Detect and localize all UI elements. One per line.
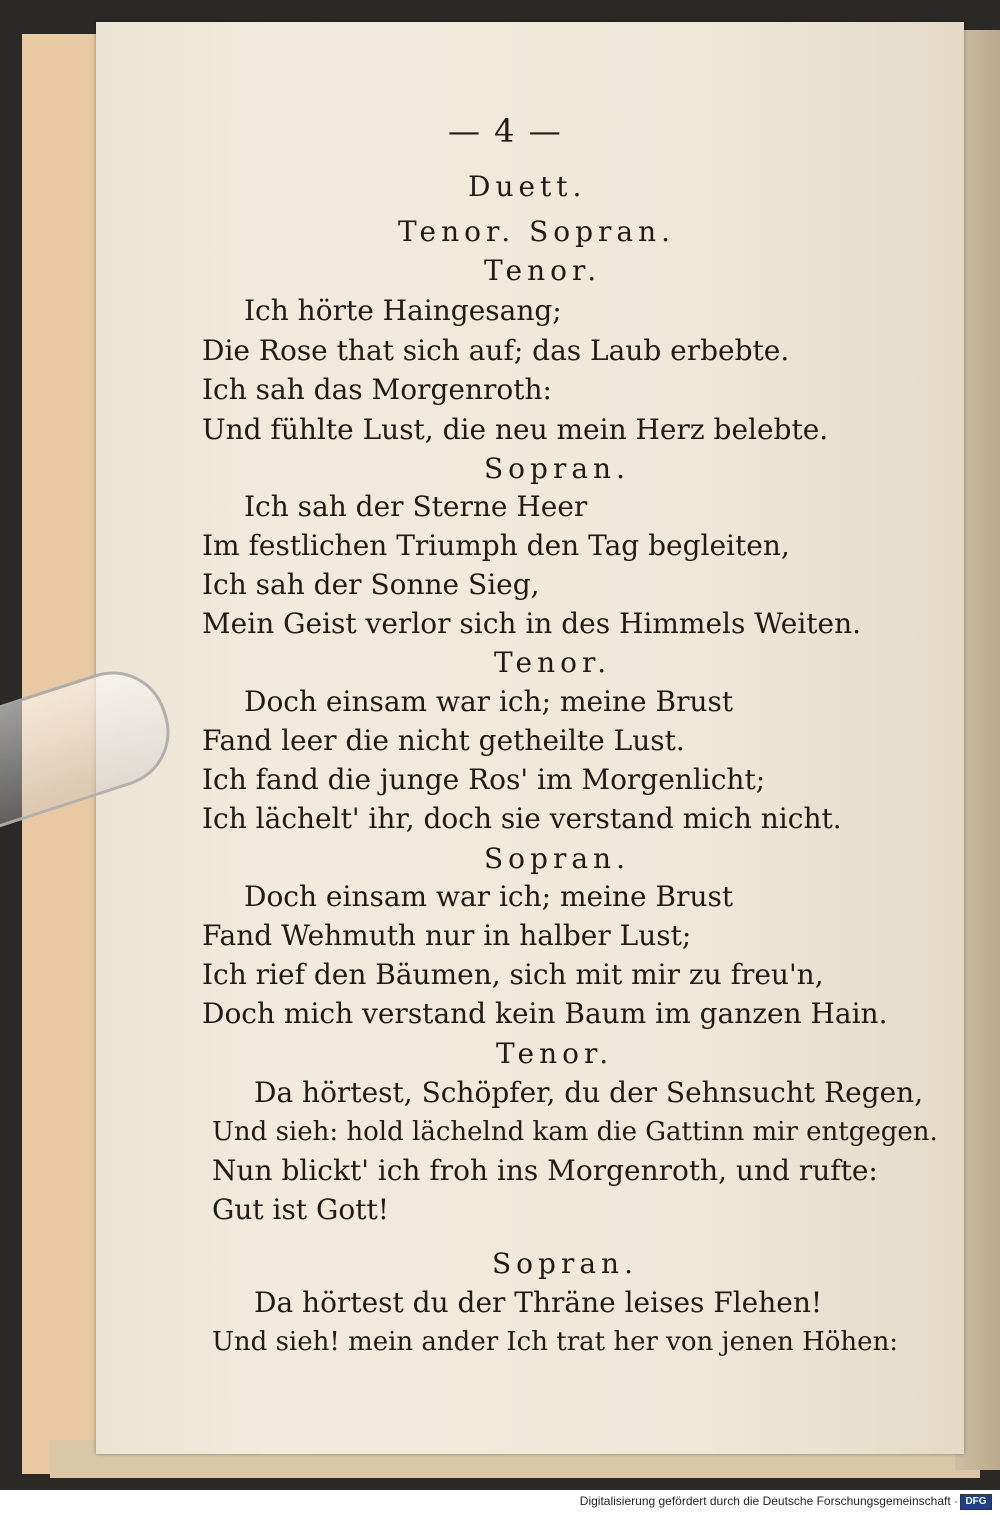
verse-line: Die Rose that sich auf; das Laub erbebte. (202, 334, 790, 367)
verse-line: Gut ist Gott! (212, 1193, 390, 1226)
page-number: — 4 — (448, 112, 563, 150)
voice-heading: Sopran. (484, 452, 630, 485)
verse-line: Ich sah der Sonne Sieg, (202, 568, 540, 601)
dfg-logo-icon: DFG (960, 1494, 992, 1510)
voice-heading: Tenor. (496, 1037, 614, 1070)
verse-line: Da hörtest du der Thräne leises Flehen! (254, 1286, 823, 1319)
footer-bar (0, 1490, 1000, 1515)
verse-line: Ich hörte Haingesang; (244, 294, 562, 327)
verse-line: Ich fand die junge Ros' im Morgenlicht; (202, 763, 766, 796)
verse-line: Da hörtest, Schöpfer, du der Sehnsucht Regen, (254, 1076, 924, 1109)
verse-line: Mein Geist verlor sich in des Himmels Weiten. (202, 607, 862, 640)
voice-heading: Tenor. (484, 254, 602, 287)
verse-line: Ich rief den Bäumen, sich mit mir zu freu'n, (202, 958, 824, 991)
verse-line: Fand Wehmuth nur in halber Lust; (202, 919, 692, 952)
funding-credit: Digitalisierung gefördert durch die Deutsche Forschungsgemeinschaft · (579, 1494, 958, 1508)
voice-heading: Sopran. (484, 842, 630, 875)
verse-line: Und sieh: hold lächelnd kam die Gattinn mir entgegen. (212, 1117, 938, 1147)
verse-line: Nun blickt' ich froh ins Morgenroth, und rufte: (212, 1154, 878, 1187)
verse-line: Fand leer die nicht getheilte Lust. (202, 724, 685, 757)
voice-heading: Tenor. (494, 646, 612, 679)
verse-line: Und sieh! mein ander Ich trat her von jenen Höhen: (212, 1327, 899, 1357)
section-title: Duett. (468, 170, 587, 203)
voice-heading: Sopran. (492, 1247, 638, 1280)
verse-line: Und fühlte Lust, die neu mein Herz belebte. (202, 413, 829, 446)
verse-line: Im festlichen Triumph den Tag begleiten, (202, 529, 790, 562)
page-text (96, 22, 964, 1454)
voices-line: Tenor. Sopran. (398, 215, 676, 248)
book-page (96, 22, 964, 1454)
verse-line: Ich sah das Morgenroth: (202, 373, 552, 406)
verse-line: Ich lächelt' ihr, doch sie verstand mich nicht. (202, 802, 842, 835)
verse-line: Ich sah der Sterne Heer (244, 490, 588, 523)
verse-line: Doch mich verstand kein Baum im ganzen Hain. (202, 997, 888, 1030)
verse-line: Doch einsam war ich; meine Brust (244, 685, 734, 718)
verse-line: Doch einsam war ich; meine Brust (244, 880, 734, 913)
